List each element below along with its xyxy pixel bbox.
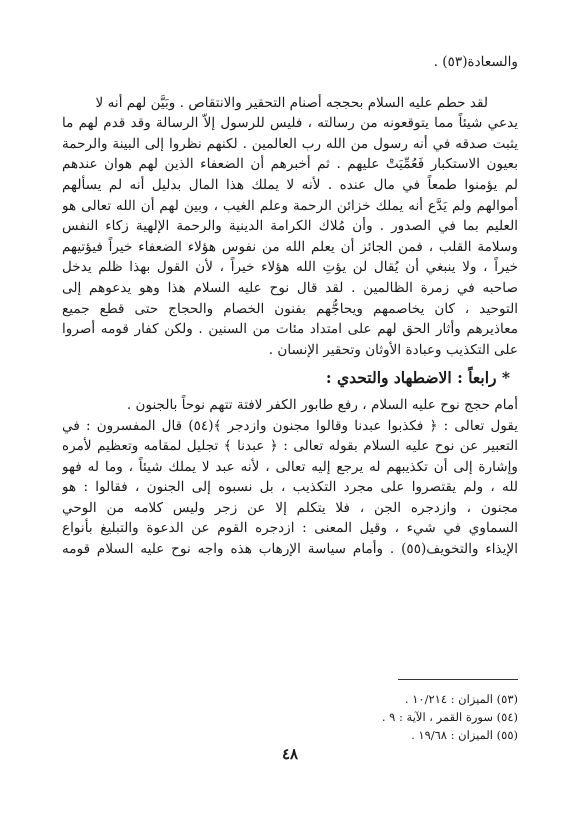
page-number: ٤٨	[281, 745, 299, 763]
footnote: (٥٤) سورة القمر ، الآية : ٩ .	[381, 710, 518, 724]
text-line: لقد حطم عليه السلام بحججه أصنام التحقير والانتقاص . وبَيَّن لهم أنه لا	[95, 94, 488, 111]
footnote: (٥٥) الميزان : ١٩/٦٨ .	[411, 728, 518, 742]
footnote-divider	[398, 679, 518, 680]
footnotes	[62, 690, 518, 744]
text-line: وإشارة إلى أن تكذيبهم له يرجع إليه تعالى ، لأنه عبد لا يملك شيئاً ، وما له فهو	[62, 458, 518, 475]
text-line: والسعادة(٥٣) .	[433, 54, 518, 70]
text-line: الإيذاء والتخويف(٥٥) . وأمام سياسة الإرهاب هذه واجه نوح عليه السلام قومه	[62, 541, 518, 558]
text-line: العليم بما في الصدور . وأن مُلاك الكرامة الدينية والرحمة الإلهية زكاء النفس	[62, 218, 518, 235]
text-line: خيراً ، ولا ينبغي أن يُقال لن يؤتِ الله هؤلاء خيراً ، لأن القول بهذا ظلم يدخل	[62, 259, 518, 276]
text-line: على التكذيب وعبادة الأوثان وتحقير الإنسان .	[268, 341, 518, 358]
text-line: لم يؤمنوا طمعاً في مال عنده . لأنه لا يملك هذا المال بدليل أنه لم يسألهم	[62, 176, 518, 193]
text-line: مجنون ، وازدجره الجن ، فلا يتكلم إلا عن زجر وليس كلامه من الوحي	[62, 499, 518, 516]
main-text	[62, 52, 518, 560]
text-line: يثبت صدقه في أنه رسول من الله رب العالمين . لكنهم نظروا إلى البينة والرحمة	[62, 135, 518, 152]
text-line: وسلامة القلب ، فمن الجائز أن يعلم الله من نفوس هؤلاء الضعفاء خيراً فيؤتيهم	[62, 238, 518, 255]
text-line: أمام حجج نوح عليه السلام ، رفع طابور الكفر لافتة تتهم نوحاً بالجنون .	[126, 396, 518, 413]
text-line: التوحيد ، كان يخاصمهم ويحاجُّهم بفنون الخصام والحجاج حتى قطع جميع	[62, 300, 518, 317]
text-line: التعبير عن نوح عليه السلام بقوله تعالى : ﴿ عبدنا ﴾ تجليل لمقامه وتعظيم لأمره	[62, 438, 518, 455]
text-line: بعيون الاستكبار فَعُمِّيَتْ عليهم . ثم أخبرهم أن الضعفاء الذين لهم هوان عندهم	[62, 156, 518, 173]
text-line: معاذيرهم وأثار الحق لهم على امتداد مئات من السنين . ولكن كفار قومه أصروا	[62, 321, 518, 338]
text-line: يقول تعالى : ﴿ فكذبوا عبدنا وقالوا مجنون وازدجر ﴾(٥٤) قال المفسرون : في	[62, 417, 518, 434]
footnote: (٥٣) الميزان : ١٠/٢١٤ .	[404, 692, 518, 706]
text-line: أموالهم ولم يَدَّع أنه يملك خزائن الرحمة وعلم الغيب ، وبين لهم أن الله تعالى هو	[62, 197, 518, 214]
text-line: السماوي في شيء ، وقيل المعنى : ازدجره القوم عن الدعوة والتبليغ بأنواع	[62, 520, 518, 537]
section-heading: * رابعاً : الاضطهاد والتحدي :	[325, 368, 510, 388]
text-line: لله ، ولم يقتصروا على مجرد التكذيب ، بل نسبوه إلى الجنون ، فقالوا : هو	[62, 479, 518, 496]
paragraph-gap	[62, 73, 518, 93]
text-line: صاحبه في زمرة الظالمين . لقد قال نوح عليه السلام هذا وهو يدعوهم إلى	[62, 279, 518, 296]
text-line: يدعي شيئاً مما يتوقعونه من رسالته ، فليس للرسول إلاّ الرسالة وقد قدم لهم ما	[62, 115, 518, 132]
